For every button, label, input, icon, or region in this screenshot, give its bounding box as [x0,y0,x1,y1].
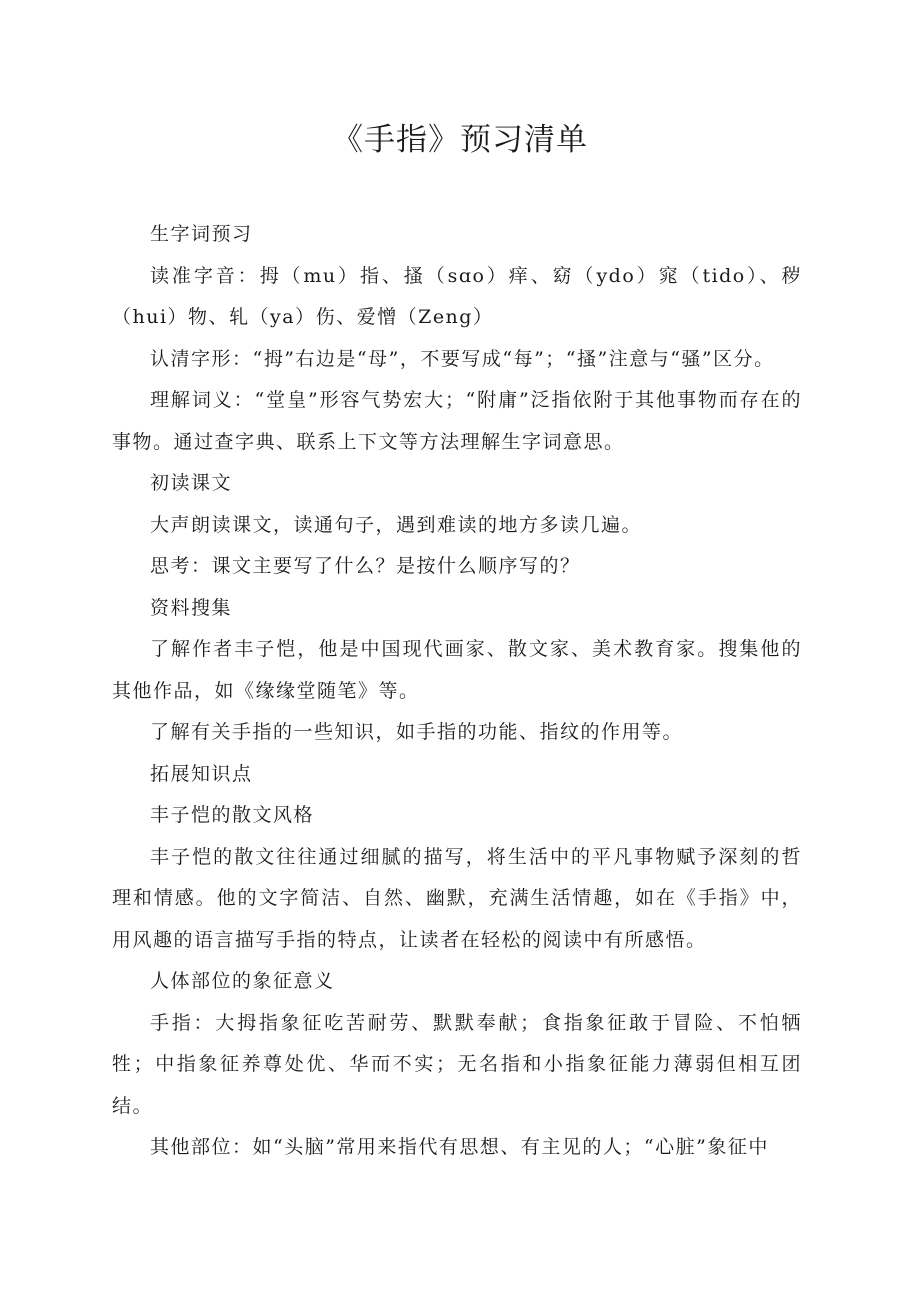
section-heading: 生字词预习 [150,223,253,245]
subsection-heading: 丰子恺的散文风格 [150,804,315,826]
paragraph: 读准字音：拇（mu）指、搔（sɑo）痒、窈（ydo）窕（tido）、秽（hui）物、轧（ya）伤、爱憎（Zeng） [112,264,802,328]
paragraph: 丰子恺的散文往往通过细腻的描写，将生活中的平凡事物赋予深刻的哲理和情感。他的文字简洁、自然、幽默，充满生活情趣，如在《手指》中，用风趣的语言描写手指的特点，让读者在轻松的阅读中有所感悟。 [112,845,802,951]
paragraph: 其他部位：如“头脑”常用来指代有思想、有主见的人；“心脏”象征中 [150,1136,769,1158]
paragraph: 手指：大拇指象征吃苦耐劳、默默奉献；食指象征敢于冒险、不怕牺牲；中指象征养尊处优、华而不实；无名指和小指象征能力薄弱但相互团结。 [112,1011,802,1117]
paragraph: 了解作者丰子恺，他是中国现代画家、散文家、美术教育家。搜集他的其他作品，如《缘缘堂随笔》等。 [112,638,802,702]
paragraph: 大声朗读课文，读通句子，遇到难读的地方多读几遍。 [150,513,643,536]
document-body [112,214,802,1169]
document-title: 《手指》预习清单 [332,122,588,158]
section-heading: 初读课文 [150,472,233,494]
paragraph: 了解有关手指的一些知识，如手指的功能、指纹的作用等。 [150,721,684,743]
section-heading: 拓展知识点 [150,762,253,785]
paragraph: 理解词义：“堂皇”形容气势宏大；“附庸”泛指依附于其他事物而存在的事物。通过查字典、联系上下文等方法理解生字词意思。 [112,389,802,453]
paragraph: 思考：课文主要写了什么？是按什么顺序写的？ [150,555,581,577]
subsection-heading: 人体部位的象征意义 [150,970,335,992]
section-heading: 资料搜集 [150,596,233,619]
paragraph: 认清字形：“拇”右边是“母”，不要写成“每”；“搔”注意与“骚”区分。 [150,347,775,370]
